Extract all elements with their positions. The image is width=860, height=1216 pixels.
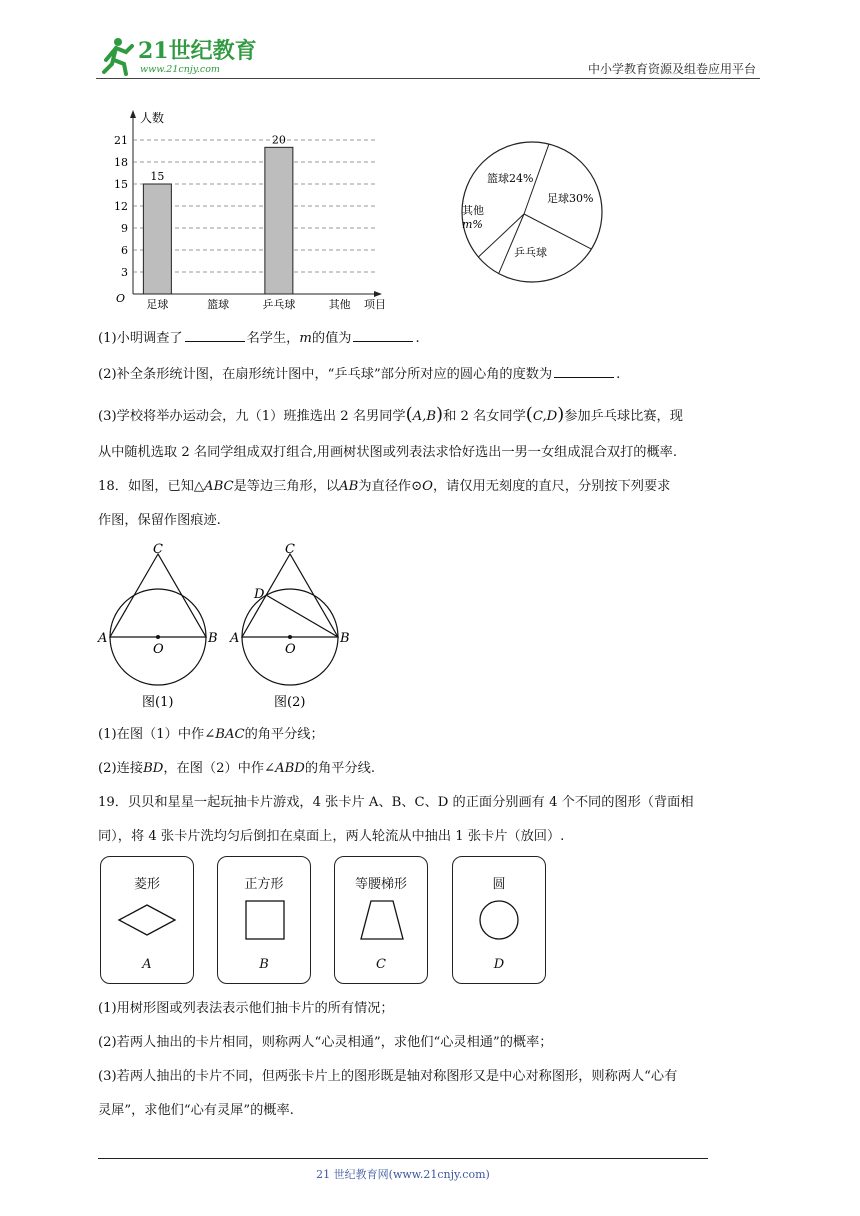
origin-label: O [116,292,126,305]
pie-slice-boundary-1 [524,214,591,249]
q19-part1: (1)用树形图或列表法表示他们抽卡片的所有情况； [98,1001,394,1016]
card-d [452,856,546,984]
segment-bd [266,595,338,637]
pie-chart [452,130,612,298]
card-label: A [142,957,152,972]
card-label: D [493,957,505,972]
card-label: B [259,957,269,972]
x-axis-arrow-icon [374,291,382,297]
label-b: B [208,631,218,646]
pie-label-football: 足球30% [547,192,594,205]
q18-part1: (1)在图（1）中作∠BAC的角平分线； [98,727,324,742]
card-title: 菱形 [133,877,160,892]
y-tick-label: 6 [121,244,128,257]
y-tick-label: 21 [114,134,128,147]
pie-label-other-name: 其他 [462,204,484,217]
figure-2-caption: 图(2) [274,695,306,710]
figure-1 [96,538,226,718]
q19-part3-line1: (3)若两人抽出的卡片不同，但两张卡片上的图形既是轴对称图形又是中心对称图形，则称两人“心有 [98,1069,678,1084]
q17-part2: (2)补全条形统计图，在扇形统计图中，“乒乓球”部分所对应的圆心角的度数为 . [98,367,621,382]
bar-value-label: 20 [271,133,286,147]
figure-2 [228,538,358,718]
card-c [334,856,428,984]
pie-label-pingpong: 乒乓球 [514,246,547,259]
x-axis-label: 项目 [364,298,386,311]
y-tick-label: 3 [121,266,128,279]
q18-line1: 18．如图，已知△ABC是等边三角形，以AB为直径作⊙O，请仅用无刻度的直尺，分别按下列要求 [98,479,671,494]
card-title: 圆 [492,877,506,892]
platform-name: 中小学教育资源及组卷应用平台 [587,62,756,76]
logo-url: www.21cnjy.com [140,64,220,75]
footer-divider [98,1158,708,1159]
x-category-label: 其他 [328,298,351,311]
x-category-label: 篮球 [207,298,230,311]
label-o: O [153,642,164,657]
bar-value-label: 15 [150,170,165,183]
q17-part3-line2: 从中随机选取 2 名同学组成双打组合,用画树状图或列表法求恰好选出一男一女组成混合双打的概率. [98,445,678,460]
label-c: C [153,542,163,557]
runner-logo-icon [104,38,132,74]
pie-label-basketball: 篮球24% [487,172,534,185]
card-a [100,856,194,984]
q19-part3-line2: 灵犀”，求他们“心有灵犀”的概率. [98,1103,294,1118]
label-b: B [340,631,350,646]
bar-2 [265,147,293,294]
q19-line2: 同），将 4 张卡片洗均匀后倒扣在桌面上，两人轮流从中抽出 1 张卡片（放回）. [98,829,565,844]
square-icon [218,895,310,945]
footer-text: 21 世纪教育网(www.21cnjy.com) [316,1168,490,1181]
isosceles-trapezoid-icon [335,895,427,945]
y-axis-arrow-icon [130,110,136,118]
q17-part1: (1)小明调查了 名学生，m的值为 . [98,331,420,346]
circle-icon [453,895,545,945]
label-d: D [254,587,265,602]
q17-part3-line1: (3)学校将举办运动会，九（1）班推选出 2 名男同学(A,B)和 2 名女同学(C,D)参加乒乓球比赛，现 [98,404,683,425]
header-divider [96,78,760,79]
card-title: 等腰梯形 [354,877,407,892]
answer-blank-3[interactable] [554,365,614,378]
triangle-abc [110,554,206,637]
logo-text: 21世纪教育 [138,38,257,64]
x-category-label: 乒乓球 [262,298,296,311]
bar-0 [143,184,171,294]
y-axis-label: 人数 [140,111,165,125]
card-title: 正方形 [244,877,284,892]
label-a: A [230,631,240,646]
q19-line1: 19．贝贝和星星一起玩抽卡片游戏，4 张卡片 A、B、C、D 的正面分别画有 4 个不同的图形（背面相 [98,795,694,810]
answer-blank-2[interactable] [353,329,413,342]
center-point [156,635,160,639]
site-logo [98,34,268,78]
label-o: O [285,642,296,657]
x-category-label: 足球 [146,298,169,311]
y-tick-label: 18 [114,156,128,169]
rhombus-icon [101,895,193,945]
figure-1-caption: 图(1) [142,695,174,710]
pie-label-other-percent: m% [462,218,483,231]
y-tick-label: 15 [114,178,128,191]
q18-part2: (2)连接BD，在图（2）中作∠ABD的角平分线. [98,761,376,776]
card-label: C [376,957,386,972]
label-a: A [98,631,108,646]
center-point [288,635,292,639]
y-tick-label: 9 [121,222,128,235]
y-tick-label: 12 [114,200,128,213]
answer-blank-1[interactable] [185,329,245,342]
label-c: C [285,542,295,557]
card-b [217,856,311,984]
q19-part2: (2)若两人抽出的卡片相同，则称两人“心灵相通”，求他们“心灵相通”的概率； [98,1035,553,1050]
bar-chart [100,104,400,320]
pie-slice-boundary-2 [499,214,524,274]
q18-line2: 作图，保留作图痕迹. [98,513,221,528]
